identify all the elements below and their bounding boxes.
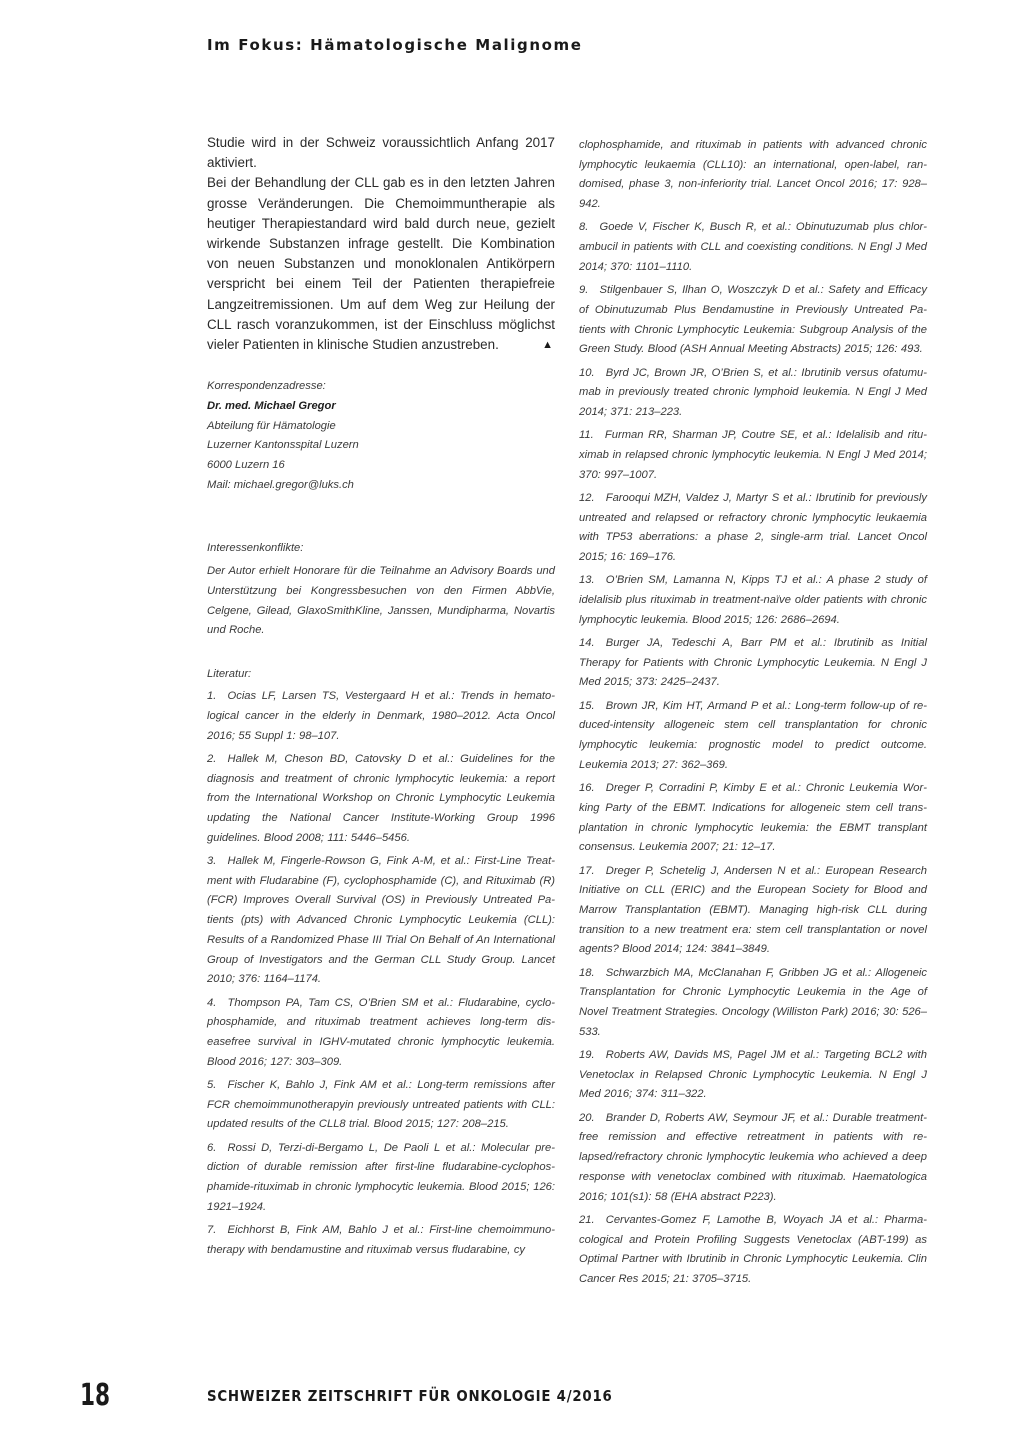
reference-item: 1. Ocias LF, Larsen TS, Vestergaard H et al.: Trends in hematological cancer in the elderly in Denmark, 1980–2012. Acta Oncol 2016; 55 Suppl 1: 98–107. <box>207 690 555 742</box>
reference-item: 17. Dreger P, Schetelig J, Andersen N et al.: European Research Initiative on CLL (ERIC) and the European Society for Blood and Marrow Transplantation (EBMT). Managing high-risk CLL during transition to a new treatment era: stem cell transplantation or novel agents? Blood 2014; 124: 3841–3849. <box>579 864 927 956</box>
reference-item: clophosphamide, and rituximab in patients with advanced chronic lymphocytic leukaemia (CLL10): an international, open-label, randomised, phase 3, non-inferiority trial. Lancet Oncol 2016; 17: 928–942. <box>579 139 927 211</box>
right-column <box>579 136 927 1293</box>
reference-item: 14. Burger JA, Tedeschi A, Barr PM et al.: Ibrutinib as Initial Therapy for Patients with Chronic Lymphocytic Leukemia. N Engl J Med 2015; 373: 2425–2437. <box>579 637 927 689</box>
body-paragraph-text: Bei der Behandlung der CLL gab es in den letzten Jahren grosse Veränderungen. Die Chemoimmuntherapie als heutiger Therapiestandard wird bald durch neue, gezielt wirkende Substanzen infrage gestellt. Die Kombination von neuen Substanzen und monoklonalen Antikörpern verspricht bei einem Teil der Patienten therapiefreie Langzeitremissionen. Um auf dem Weg zur Heilung der CLL rasch voranzukommen, ist der Einschluss möglichst vieler Patienten in klinische Studien anzustreben. <box>207 175 555 353</box>
correspondence-address <box>207 377 555 495</box>
reference-item: 18. Schwarzbich MA, McClanahan F, Gribben JG et al.: Allogeneic Transplantation for Chronic Lymphocytic Leukemia in the Age of Novel Treatment Strategies. Oncology (Williston Park) 2016; 30: 526–533. <box>579 966 927 1038</box>
reference-item: 19. Roberts AW, Davids MS, Pagel JM et al.: Targeting BCL2 with Venetoclax in Relapsed Chronic Lymphocytic Leukemia. N Engl J Med 2016; 374: 311–322. <box>579 1049 927 1101</box>
body-paragraph: Studie wird in der Schweiz voraussichtlich Anfang 2017 aktiviert. <box>207 135 555 171</box>
author-name: Dr. med. Michael Gregor <box>207 399 336 412</box>
author-department: Abteilung für Hämatologie <box>207 419 336 432</box>
reference-item: 15. Brown JR, Kim HT, Armand P et al.: Long-term follow-up of reduced-intensity allogeneic stem cell transplantation for chronic lymphocytic leukemia: prognostic model to predict outcome. Leukemia 2013; 27: 362–369. <box>579 699 927 771</box>
correspondence-label: Korrespondenzadresse: <box>207 380 326 393</box>
reference-item: 16. Dreger P, Corradini P, Kimby E et al.: Chronic Leukemia Working Party of the EBMT. Indications for allogeneic stem cell transplantation in chronic lymphocytic leukemia: the EBMT transplant consensus. Leukemia 2007; 21: 12–17. <box>579 782 927 854</box>
reference-item: 7. Eichhorst B, Fink AM, Bahlo J et al.: First-line chemoimmunotherapy with bendamustine and rituximab versus fludarabine, cy <box>207 1224 555 1256</box>
author-city: 6000 Luzern 16 <box>207 459 285 472</box>
reference-item: 8. Goede V, Fischer K, Busch R, et al.: Obinutuzumab plus chlorambucil in patients with CLL and coexisting conditions. N Engl J Med 2014; 370: 1101–1110. <box>579 221 927 273</box>
author-mail: Mail: michael.gregor@luks.ch <box>207 478 354 491</box>
reference-list-left <box>207 687 555 1260</box>
page-number: 18 <box>80 1378 111 1413</box>
reference-item: 20. Brander D, Roberts AW, Seymour JF, et al.: Durable treatment-free remission and effective retreatment in patients with relapsed/refractory chronic lymphocytic leukemia who achieved a deep response with venetoclax combined with rituximab. Haematologica 2016; 101(s1): 58 (EHA abstract P223). <box>579 1111 927 1203</box>
conflicts-label: Interessenkonflikte: <box>207 542 304 555</box>
conflicts-text: Der Autor erhielt Honorare für die Teilnahme an Advisory Boards und Unterstützung bei Kongressbesuchen von den Firmen AbbVie, Celgene, Gilead, GlaxoSmithKline, Janssen, Mundipharma, Novartis und Roche. <box>207 565 555 637</box>
journal-footer-title: SCHWEIZER ZEITSCHRIFT FÜR ONKOLOGIE 4/2016 <box>207 1387 613 1405</box>
reference-item: 11. Furman RR, Sharman JP, Coutre SE, et al.: Idelalisib and rituximab in relapsed chronic lymphocytic leukemia. N Engl J Med 2014; 370: 997–1007. <box>579 429 927 481</box>
literature-label: Literatur: <box>207 667 252 680</box>
running-head-title: Im Fokus: Hämatologische Malignome <box>207 36 583 54</box>
reference-item: 10. Byrd JC, Brown JR, O’Brien S, et al.: Ibrutinib versus ofatumumab in previously treated chronic lymphoid leukemia. N Engl J Med 2014; 371: 213–223. <box>579 366 927 418</box>
reference-item: 12. Farooqui MZH, Valdez J, Martyr S et al.: Ibrutinib for previously untreated and relapsed or refractory chronic lymphocytic leukaemia with TP53 aberrations: a phase 2, single-arm trial. Lancet Oncol 2015; 16: 169–176. <box>579 491 927 564</box>
reference-item: 9. Stilgenbauer S, Ilhan O, Woszczyk D et al.: Safety and Efficacy of Obinutuzumab Plus Bendamustine in Previously Untreated Patients with Chronic Lymphocytic Leukemia: Subgroup Analysis of the Green Study. Blood (ASH Annual Meeting Abstracts) 2015; 126: 493. <box>579 284 927 356</box>
reference-list-right <box>579 136 927 1290</box>
reference-item: 6. Rossi D, Terzi-di-Bergamo L, De Paoli L et al.: Molecular prediction of durable remission after first-line fludarabine-cyclophosphamide-rituximab in chronic lymphocytic leukemia. Blood 2015; 126: 1921–1924. <box>207 1141 555 1213</box>
reference-item: 3. Hallek M, Fingerle-Rowson G, Fink A-M, et al.: First-Line Treatment with Fludarabine (F), cyclophosphamide (C), and Rituximab (R) (FCR) Improves Overall Survival (OS) in Previously Untreated Patients (pts) with Advanced Chronic Lymphocytic Leukemia (CLL): Results of a Randomized Phase III Trial On Behalf of An International Group of Investigators and the German CLL Study Group. Lancet 2010; 376: 1164–1174. <box>207 855 555 986</box>
reference-item: 4. Thompson PA, Tam CS, O’Brien SM et al.: Fludarabine, cyclophosphamide, and rituximab treatment achieves long-term diseasefree survival in IGHV-mutated chronic lymphocytic leukemia. Blood 2016; 127: 303–309. <box>207 996 555 1068</box>
reference-item: 2. Hallek M, Cheson BD, Catovsky D et al.: Guidelines for the diagnosis and treatment of chronic lymphocytic leukemia: a report from the International Workshop on Chronic Lymphocytic Leukemia updating the National Cancer Institute-Working Group 1996 guidelines. Blood 2008; 111: 5446–5456. <box>207 752 555 844</box>
reference-item: 5. Fischer K, Bahlo J, Fink AM et al.: Long-term remissions after FCR chemoimmunotherapyin previously untreated patients with CLL: updated results of the CLL8 trial. Blood 2015; 127: 208–215. <box>207 1079 555 1131</box>
end-of-article-triangle-icon: ▲ <box>542 339 553 352</box>
body-paragraph <box>207 173 555 355</box>
reference-item: 21. Cervantes-Gomez F, Lamothe B, Woyach JA et al.: Pharmacological and Protein Profiling Suggests Venetoclax (ABT-199) as Optimal Partner with Ibrutinib in Chronic Lymphocytic Leukemia. Clin Cancer Res 2015; 21: 3705–3715. <box>579 1213 927 1285</box>
author-hospital: Luzerner Kantonsspital Luzern <box>207 439 359 452</box>
reference-item: 13. O’Brien SM, Lamanna N, Kipps TJ et al.: A phase 2 study of idelalisib plus rituximab in treatment-naïve older patients with chronic lymphocytic leukemia. Blood 2015; 126: 2686–2694. <box>579 574 927 626</box>
conflicts-of-interest <box>207 539 555 641</box>
left-column <box>207 133 555 1264</box>
